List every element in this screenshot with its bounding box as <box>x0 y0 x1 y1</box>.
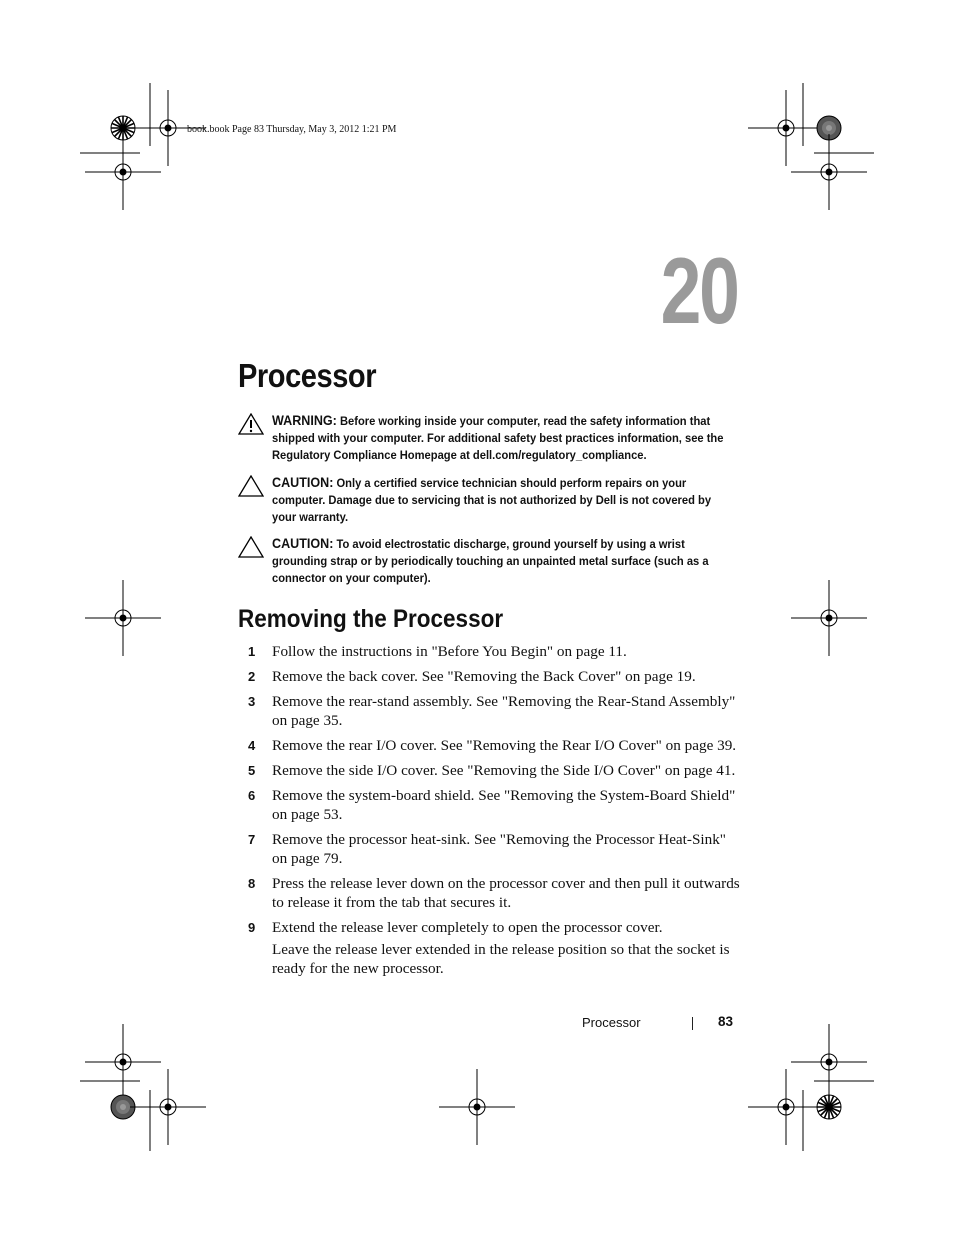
notice-text: Only a certified service technician should perform repairs on your computer. Damage due to servicing that is not authorized by Dell is not covered by your warranty. <box>272 476 712 524</box>
list-item <box>248 736 748 755</box>
notice-text: To avoid electrostatic discharge, ground yourself by using a wrist grounding strap or by periodically touching an unpainted metal surface (such as a connector on your computer). <box>272 537 709 585</box>
section-title: Removing the Processor <box>238 605 504 633</box>
print-header: book.book Page 83 Thursday, May 3, 2012 1:21 PM <box>187 124 397 135</box>
list-item <box>248 761 748 780</box>
list-item <box>248 874 748 912</box>
step-note: Leave the release lever extended in the release position so that the socket is ready for the new processor. <box>272 941 730 977</box>
notice-label: WARNING: <box>272 413 337 428</box>
step-number: 9 <box>248 920 256 935</box>
step-text: Extend the release lever completely to open the processor cover. <box>272 919 663 936</box>
list-item <box>248 918 748 937</box>
list-item <box>248 786 748 824</box>
caution-notice <box>238 535 738 587</box>
caution-triangle-icon <box>238 536 264 558</box>
step-number: 8 <box>248 876 256 891</box>
step-number: 7 <box>248 832 256 847</box>
step-number: 5 <box>248 763 256 778</box>
step-text: Remove the back cover. See "Removing the Back Cover" on page 19. <box>272 668 696 685</box>
step-text: Remove the processor heat-sink. See "Removing the Processor Heat-Sink" on page 79. <box>272 831 727 867</box>
step-number: 4 <box>248 738 256 753</box>
chapter-title: Processor <box>238 357 377 394</box>
list-item <box>248 667 748 686</box>
step-text: Press the release lever down on the processor cover and then pull it outwards to release it from the tab that secures it. <box>272 875 740 911</box>
step-number: 3 <box>248 694 256 709</box>
footer-divider <box>692 1017 693 1030</box>
list-item <box>248 642 748 661</box>
notice-label: CAUTION: <box>272 536 334 551</box>
step-number: 6 <box>248 788 256 803</box>
list-item <box>248 692 748 730</box>
step-number: 1 <box>248 644 256 659</box>
warning-notice <box>238 412 738 464</box>
page-number: 83 <box>718 1014 734 1029</box>
step-number: 2 <box>248 669 256 684</box>
footer-chapter-label: Processor <box>582 1015 641 1030</box>
list-item <box>248 830 748 868</box>
notice-label: CAUTION: <box>272 475 334 490</box>
steps-list <box>248 642 748 978</box>
chapter-number: 20 <box>661 238 738 343</box>
step-text: Follow the instructions in "Before You Begin" on page 11. <box>272 643 627 660</box>
caution-triangle-icon <box>238 475 264 497</box>
step-text: Remove the rear-stand assembly. See "Removing the Rear-Stand Assembly" on page 35. <box>272 693 736 729</box>
step-text: Remove the rear I/O cover. See "Removing the Rear I/O Cover" on page 39. <box>272 737 737 754</box>
warning-triangle-icon <box>238 413 264 435</box>
step-text: Remove the side I/O cover. See "Removing the Side I/O Cover" on page 41. <box>272 762 736 779</box>
caution-notice <box>238 474 738 526</box>
notice-text: Before working inside your computer, read the safety information that shipped with your computer. For additional safety best practices information, see the Regulatory Compliance Homepage at dell.com/regulatory_compliance. <box>272 414 724 462</box>
step-text: Remove the system-board shield. See "Removing the System-Board Shield" on page 53. <box>272 787 736 823</box>
